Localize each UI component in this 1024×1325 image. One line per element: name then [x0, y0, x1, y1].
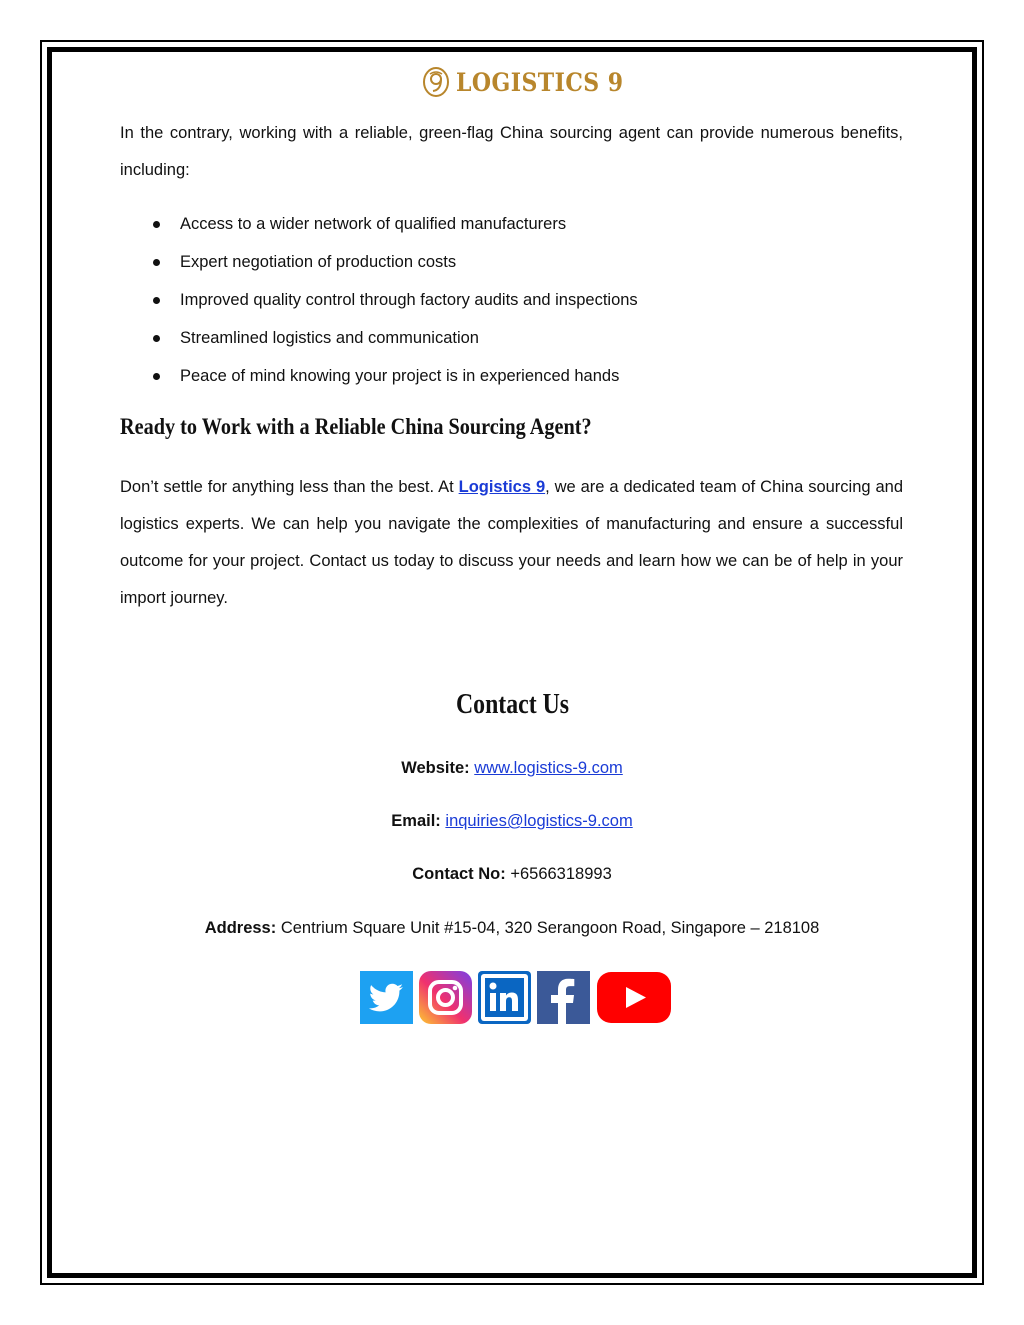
list-item — [120, 281, 638, 319]
list-item — [120, 205, 638, 243]
logistics9-link[interactable]: Logistics 9 — [458, 478, 546, 496]
intro-paragraph: In the contrary, working with a reliable, green-flag China sourcing agent can provide numerous benefits, including: — [120, 124, 903, 179]
list-item — [120, 357, 638, 395]
website-row — [0, 759, 1024, 778]
cta-text-before: Don’t settle for anything less than the best. At — [120, 478, 459, 496]
bullet-icon — [153, 373, 160, 380]
twitter-icon[interactable] — [360, 971, 413, 1024]
list-item-text: Expert negotiation of production costs — [180, 253, 457, 271]
section-heading: Ready to Work with a Reliable China Sourcing Agent? — [120, 414, 592, 439]
facebook-icon[interactable] — [537, 971, 590, 1024]
benefits-list — [120, 205, 638, 395]
contact-title — [0, 689, 1024, 721]
list-item-text: Peace of mind knowing your project is in experienced hands — [180, 367, 620, 385]
phone-row — [0, 865, 1024, 884]
bullet-icon — [153, 335, 160, 342]
website-label: Website: — [401, 759, 470, 777]
bullet-icon — [153, 297, 160, 304]
phone-label: Contact No: — [412, 865, 506, 883]
email-label: Email: — [391, 812, 441, 830]
bullet-icon — [153, 259, 160, 266]
list-item-text: Streamlined logistics and communication — [180, 329, 479, 347]
address-row — [0, 919, 1024, 938]
logo-emblem-icon — [422, 66, 450, 98]
cta-paragraph — [120, 469, 903, 617]
list-item-text: Improved quality control through factory audits and inspections — [180, 291, 638, 309]
bullet-icon — [153, 221, 160, 228]
email-link[interactable]: inquiries@logistics-9.com — [445, 812, 633, 830]
email-row — [0, 812, 1024, 831]
contact-title-text: Contact Us — [455, 689, 569, 720]
logo-text: LOGISTICS 9 — [456, 67, 624, 97]
logo — [422, 64, 646, 100]
cta-text-after: , we are a dedicated team of China sourcing and logistics experts. We can help you navigate the complexities of manufacturing and ensure a successful outcome for your project. Contact us today to discuss your needs and learn how we can be of help in your import journey. — [120, 478, 903, 607]
youtube-icon[interactable] — [596, 971, 672, 1024]
list-item — [120, 243, 638, 281]
list-item-text: Access to a wider network of qualified manufacturers — [180, 215, 567, 233]
phone-value: +6566318993 — [510, 865, 612, 883]
linkedin-icon[interactable] — [478, 971, 531, 1024]
social-icons — [360, 971, 678, 1024]
address-value: Centrium Square Unit #15-04, 320 Serangoon Road, Singapore – 218108 — [280, 919, 820, 937]
address-label: Address: — [204, 919, 277, 937]
instagram-icon[interactable] — [419, 971, 472, 1024]
website-link[interactable]: www.logistics-9.com — [474, 759, 623, 777]
list-item — [120, 319, 638, 357]
